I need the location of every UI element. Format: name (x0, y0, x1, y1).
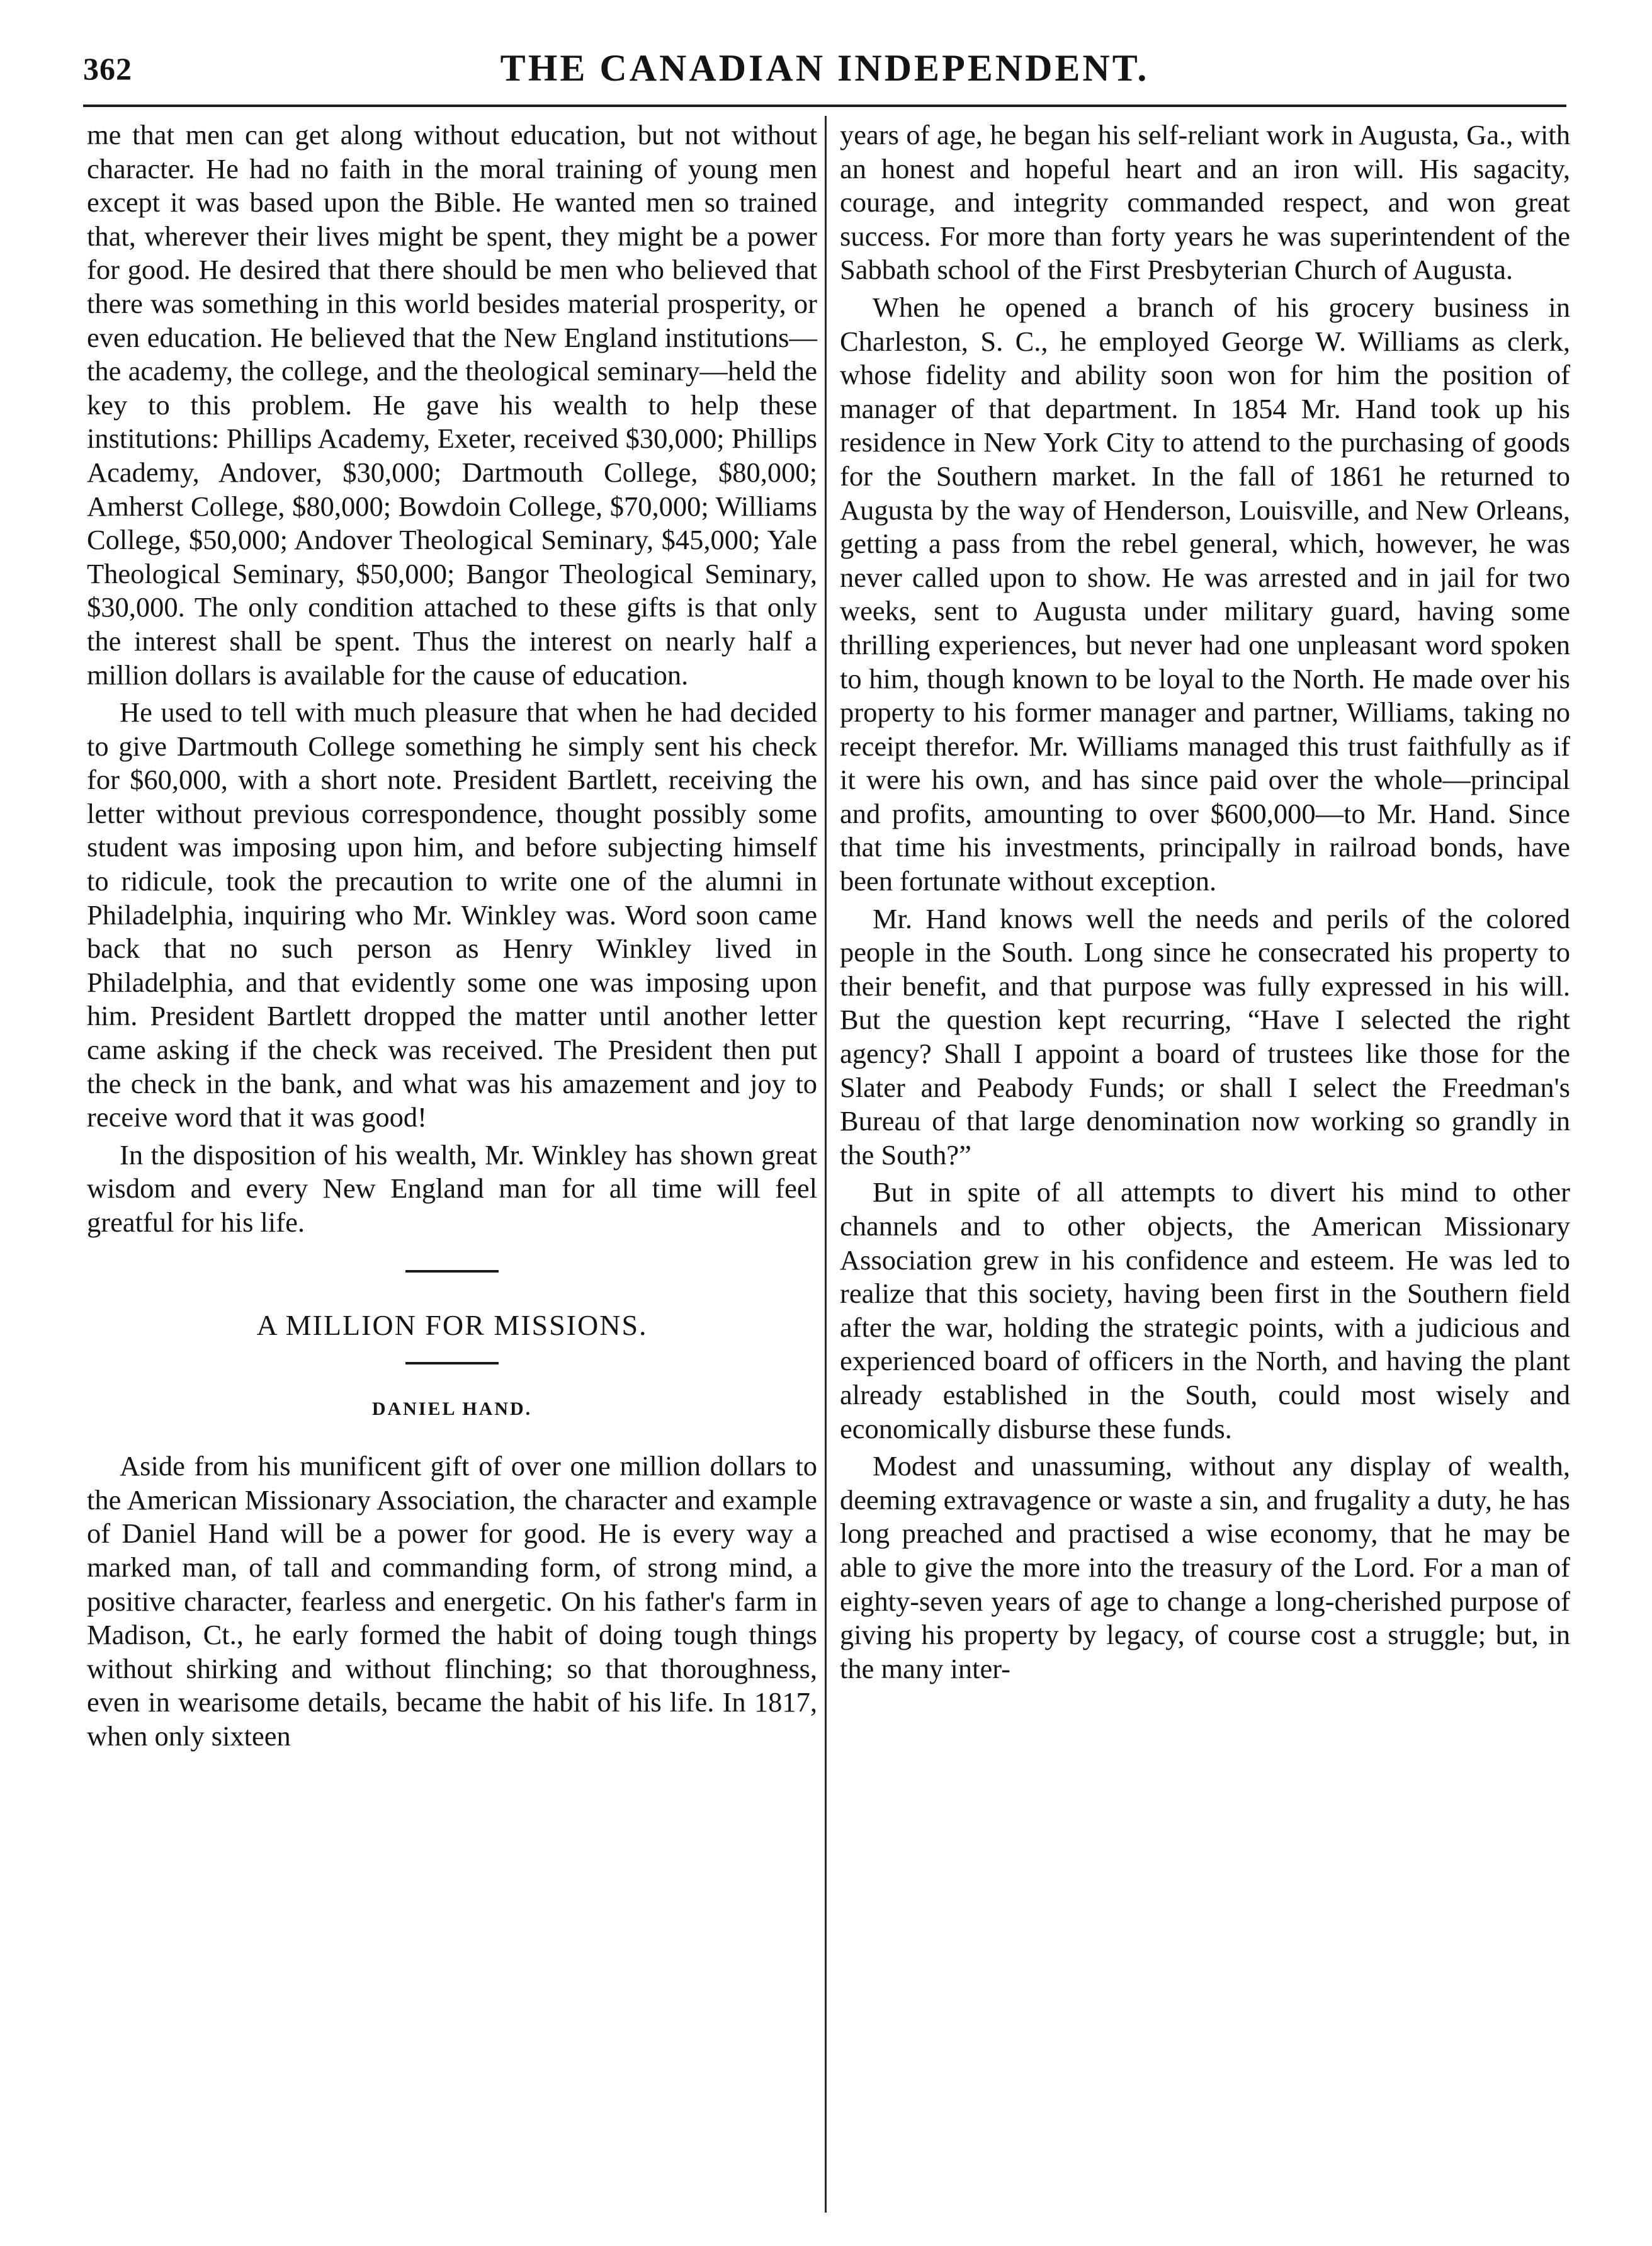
header-rule (83, 105, 1566, 107)
article-byline: DANIEL HAND. (371, 1398, 533, 1419)
title-rule (405, 1362, 499, 1364)
column-divider (825, 116, 827, 2213)
paragraph: Aside from his munificent gift of over one million dollars to the American Missionary Association, the character and example of Daniel Hand will be a power for good. He is every way a marked man, of tall and commanding form, of strong mind, a positive character, fearless and energetic. On his father's farm in Madison, Ct., he early formed the habit of doing tough things without shirking and without flinching; so that thoroughness, even in wearisome details, became the habit of his life. In 1817, when only sixteen (87, 1450, 817, 1752)
journal-title: THE CANADIAN INDEPENDENT. (500, 47, 1150, 89)
paragraph: But in spite of all attempts to divert his mind to other channels and to other objects, the American Missionary Association grew in his confidence and esteem. He was led to realize that this society, having been first in the Southern field after the war, holding the strategic points, with a judicious and experienced board of officers in the North, and having the plant already established in the South, could most wisely and economically disburse these funds. (840, 1176, 1570, 1444)
paragraph: He used to tell with much pleasure that when he had decided to give Dartmouth College something he simply sent his check for $60,000, with a short note. President Bartlett, receiving the letter without previous correspondence, thought possibly some student was imposing upon him, and before subjecting himself to ridicule, took the precaution to write one of the alumni in Philadelphia, inquiring who Mr. Winkley was. Word soon came back that no such person as Henry Winkley lived in Philadelphia, and that evidently some one was imposing upon him. President Bartlett dropped the matter until another letter came asking if the check was received. The President then put the check in the bank, and what was his amazement and joy to receive word that it was good! (87, 696, 817, 1133)
right-column (840, 118, 1570, 1686)
page-number: 362 (83, 51, 132, 86)
paragraph: years of age, he began his self-reliant work in Augusta, Ga., with an honest and hopeful heart and an iron will. His sagacity, courage, and integrity commanded respect, and won great success. For more than forty years he was superintendent of the Sabbath school of the First Presbyterian Church of Augusta. (840, 119, 1570, 286)
paragraph: Modest and unassuming, without any display of wealth, deeming extravagence or waste a sin, and frugality a duty, he has long preached and practised a wise economy, that he may be able to give the more into the treasury of the Lord. For a man of eighty-seven years of age to change a long-cherished purpose of giving his property by legacy, of course cost a struggle; but, in the many inter- (840, 1450, 1570, 1684)
paragraph: me that men can get along without education, but not without character. He had no faith in the moral training of young men except it was based upon the Bible. He wanted men so trained that, wherever their lives might be spent, they might be a power for good. He desired that there should be men who believed that there was something in this world besides material prosperity, or even education. He believed that the New England institutions—the academy, the college, and the theological seminary—held the key to this problem. He gave his wealth to help these institutions: Phillips Academy, Exeter, received $30,000; Phillips Academy, Andover, $30,000; Dartmouth College, $80,000; Amherst College, $80,000; Bowdoin College, $70,000; Williams College, $50,000; Andover Theological Seminary, $45,000; Yale Theological Seminary, $50,000; Bangor Theological Seminary, $30,000. The only condition attached to these gifts is that only the interest shall be spent. Thus the interest on nearly half a million dollars is available for the cause of education. (87, 119, 817, 691)
paragraph: In the disposition of his wealth, Mr. Winkley has shown great wisdom and every New England man for all time will feel greatful for his life. (87, 1138, 817, 1238)
left-column (87, 118, 817, 1754)
article-title: A MILLION FOR MISSIONS. (256, 1308, 648, 1341)
section-rule (405, 1270, 499, 1273)
paragraph: When he opened a branch of his grocery business in Charleston, S. C., he employed George W. Williams as clerk, whose fidelity and ability soon won for him the position of manager of that department. In 1854 Mr. Hand took up his residence in New York City to attend to the purchasing of goods for the Southern market. In the fall of 1861 he returned to Augusta by the way of Henderson, Louisville, and New Orleans, getting a pass from the rebel general, which, however, he was never called upon to show. He was arrested and in jail for two weeks, sent to Augusta under military guard, having some thrilling experiences, but never had one unpleasant word spoken to him, though known to be loyal to the North. He made over his property to his former manager and partner, Williams, taking no receipt therefor. Mr. Williams managed this trust faithfully as if it were his own, and has since paid over the whole—principal and profits, amounting to over $600,000—to Mr. Hand. Since that time his investments, principally in railroad bonds, have been fortunate without exception. (840, 291, 1570, 897)
paragraph: Mr. Hand knows well the needs and perils of the colored people in the South. Long since he consecrated his property to their benefit, and that purpose was fully expressed in his will. But the question kept recurring, “Have I selected the right agency? Shall I appoint a board of trustees like those for the Slater and Peabody Funds; or shall I select the Freedman's Bureau of that large denomination now working so grandly in the South?” (840, 902, 1570, 1171)
running-head (83, 47, 1566, 97)
